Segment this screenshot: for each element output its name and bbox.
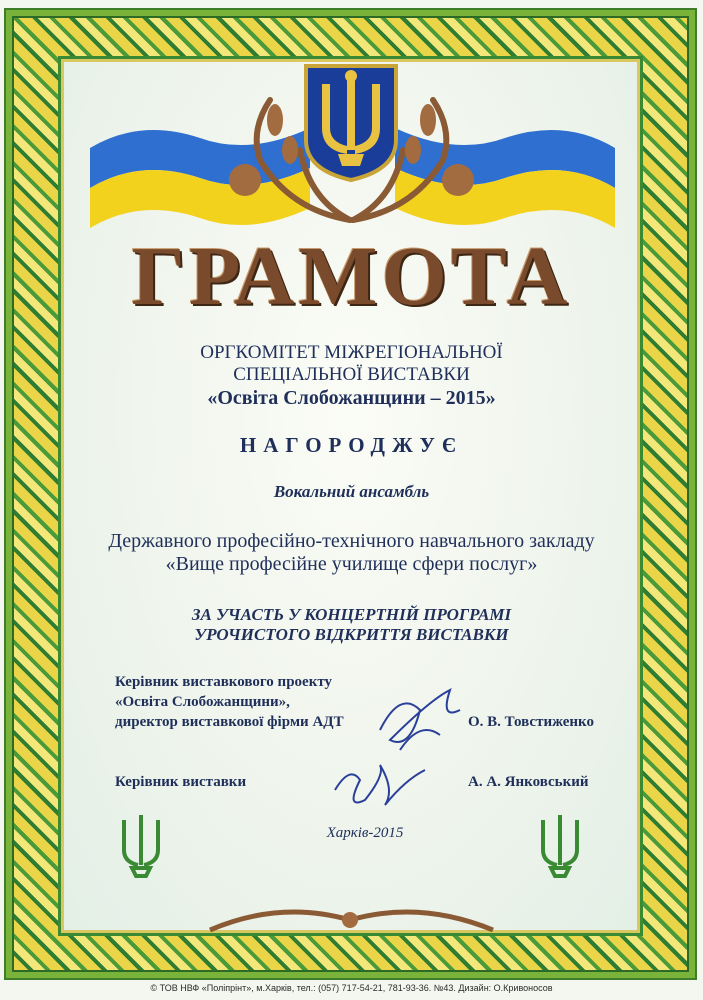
signature-2-icon [325, 750, 435, 820]
trident-right-icon [535, 810, 585, 880]
signatory-1-name: О. В. Товстиженко [468, 714, 595, 730]
organizer-line-2: СПЕЦІАЛЬНОЇ ВИСТАВКИ [233, 364, 470, 385]
signatory-1-role-line-2: «Освіта Слобожанщини», [115, 694, 290, 710]
exhibition-name: «Освіта Слобожанщини – 2015» [207, 387, 496, 409]
place-date: Харків-2015 [326, 825, 404, 841]
trident-emblem-icon [302, 62, 400, 184]
signatory-2-role: Керівник виставки [115, 774, 247, 790]
recipient-institution-line-2: «Вище професійне училище сфери послуг» [165, 553, 538, 575]
award-reason-line-2: УРОЧИСТОГО ВІДКРИТТЯ ВИСТАВКИ [194, 625, 509, 644]
printer-footer: © ТОВ НВФ «Поліпрінт», м.Харків, тел.: (057) 717-54-21, 781-93-36. №43. Дизайн: О.Кривоносов [150, 983, 553, 993]
award-verb: НАГОРОДЖУЄ [239, 433, 464, 457]
recipient-institution-line-1: Державного професійно-технічного навчального закладу [108, 530, 595, 552]
certificate-title: ГРАМОТА [131, 230, 572, 323]
organizer-line-1: ОРГКОМІТЕТ МІЖРЕГІОНАЛЬНОЇ [200, 342, 503, 363]
signatory-2-name: А. А. Янковський [468, 774, 589, 790]
recipient-ensemble: Вокальний ансамбль [273, 482, 430, 501]
signatory-1-role [115, 672, 395, 732]
signatory-1-role-line-1: Керівник виставкового проекту [115, 674, 333, 690]
signature-1-icon [370, 680, 470, 760]
signatory-1-role-line-3: директор виставкової фірми АДТ [115, 714, 344, 730]
trident-left-icon [116, 810, 166, 880]
bottom-ornament-icon [200, 900, 503, 940]
award-reason-line-1: ЗА УЧАСТЬ У КОНЦЕРТНІЙ ПРОГРАМІ [191, 605, 512, 624]
